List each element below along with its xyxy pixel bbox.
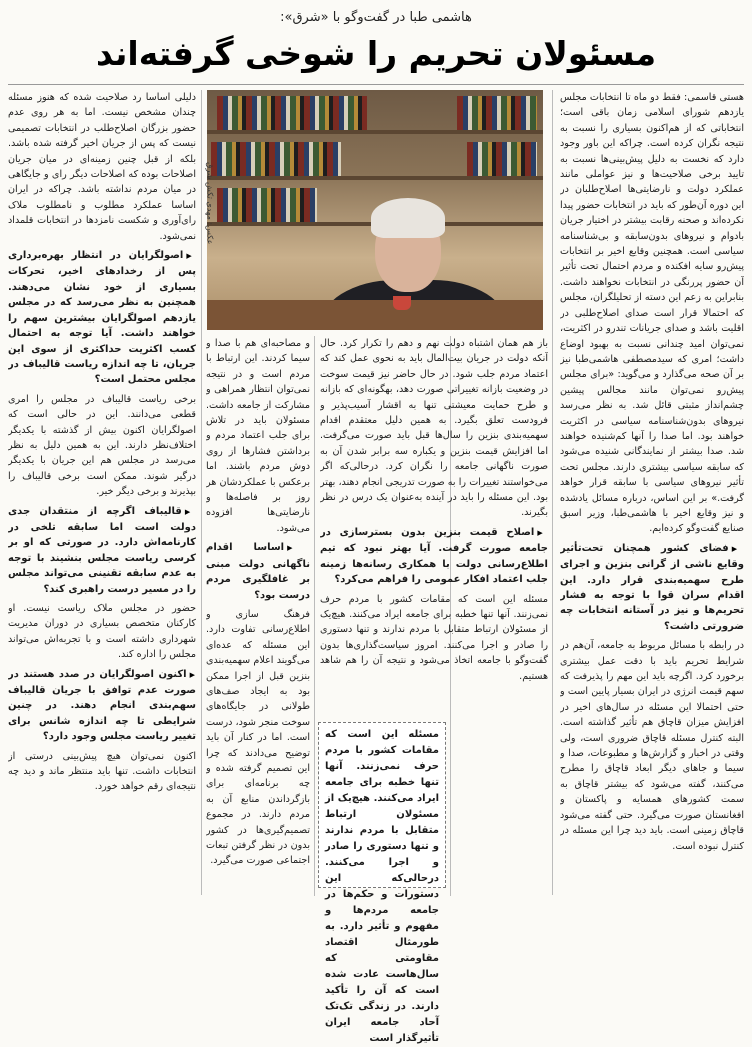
photo-credit: عکس: مهدی تکش شرق: [205, 162, 215, 245]
interview-question: ▶ اصولگرایان در انتظار بهره‌برداری پس از رخدادهای اخیر، تحرکات بسیاری از خود نشان می‌دهند. همچنین به نظر می‌رسد که در مجلس یازدهم اصولگرایان بیشترین سهم را خواهند داشت. آیا توجه به احتمال کسب اکثریت حداکثری از سوی این جریان، تا چه اندازه ریاست قالیباف در مجلس محتمل است؟: [8, 248, 196, 388]
interview-question: ▶ اکنون اصولگرایان در صدد هستند در صورت عدم توافق با جریان قالیباف سهم‌بندی انجام دهند. در چنین شرایطی تا چه اندازه شانس برای تغییر ریاست مجلس وجود دارد؟: [8, 667, 196, 745]
person-hair: [371, 198, 445, 238]
pull-quote-box: مسئله این است که مقامات کشور با مردم حرف نمی‌زنند. آنها تنها خطبه برای جامعه ایراد می‌کنند. هیچ‌یک از مسئولان ارتباط متقابل با مردم ندارند و تنها دستوری را صادر و اجرا می‌کنند. درحالی‌که این دستورات و حکم‌ها در جامعه مردم‌ها و مفهوم و تأثیر دارد. به طورمثال اقتصاد مقاومتی که سال‌هاست عادت شده است که آن را تأکید دارند. در زندگی تک‌تک آحاد جامعه ایران تأثیرگذار است: [318, 722, 446, 888]
article-paragraph: اکنون نمی‌توان هیچ پیش‌بینی درستی از انتخابات داشت. تنها باید منتظر ماند و دید چه نتیجه‌ای رقم خواهد خورد.: [8, 750, 196, 793]
article-paragraph: در رابطه با مسائل مربوط به جامعه، آن‌هم در شرایط تحریم باید با دقت عمل بیشتری برخورد کرد. اگرچه باید این مهم را پذیرفت که سهم قیمت انرژی در ایران بسیار پایین است و حتی احتمالا این مسئله در سال‌های اخیر در افزایش میزان قاچاق هم تأثیر گذاشته است. البته کنترل مسئله قاچاق ضروری است، ولی وقتی در اخبار و گزارش‌ها و مطبوعات، صدا و سیما و جاهای دیگر ابعاد قاچاق را مطرح می‌کنند، گفته می‌شود که بیشتر قاچاق به سمت کشورهای همسایه و پاکستان و افغانستان صورت می‌گیرد. حتی گفته می‌شود قاچاق زمینی است. باید دید چرا این مسئله در کنترل نبوده است.: [560, 640, 744, 852]
desk: [207, 300, 543, 330]
article-column-2: [320, 336, 548, 716]
article-paragraph: مسئله این است که مقامات کشور با مردم حرف نمی‌زنند. آنها تنها خطبه برای جامعه ایراد می‌کنند. هیچ‌یک از مسئولان ارتباط متقابل با مردم ندارند و تنها دستوری را صادر و اجرا می‌کنند. امروز سیاست‌گذاری‌ها بدون گفت‌وگو با جامعه اتخاذ می‌شود و نتیجه آن را هم شاهد هستیم.: [320, 593, 548, 682]
article-paragraph: باز هم همان اشتباه دولت نهم و دهم را تکرار کرد. حال آنکه دولت در جریان بیت‌المال باید به نحوی عمل کند که اعتماد مردم جلب شود. در حال حاضر نیز قیمت سوخت در وضعیت بازانه تغییراتی صورت دهد، بهگونه‌ای که بازانه و طرح حمایت معیشتی تنها به اقشار آسیب‌پذیر و فرودست تعلق بگیرد. به همین دلیل معتقدم اقدام سهمیه‌بندی بنزین را سال‌ها قبل باید صورت می‌گرفت. اما افزایش قیمت بنزین و یکباره سه برابر شدن آن به صورت ناگهانی جامعه را نگران کرد. درحالی‌که اگر می‌خواستند تغییرات را به صورت تدریجی انجام دهند، بهتر بود. این مسئله را باید در آینده به‌عنوان یک درس در نظر بگیرند.: [320, 338, 548, 519]
interview-photo: [207, 90, 543, 330]
column-divider: [201, 90, 202, 895]
article-column-4: [8, 90, 196, 895]
interview-question: ▶ اصلاح قیمت بنزین بدون بسترسازی در جامعه صورت گرفت. آیا بهتر نبود که تیم اطلاع‌رسانی دولت با همکاری رسانه‌ها زمینه جلب اعتماد افکار عمومی را فراهم می‌کرد؟: [320, 525, 548, 588]
books-row-1: [217, 96, 367, 130]
column-divider: [314, 336, 315, 896]
shelf-1: [207, 130, 543, 134]
article-paragraph: حضور در مجلس ملاک ریاست نیست. او کارکنان متخصص بسیاری در دوران مدیریت شهرداری داشته است و با تجربه‌اش می‌تواند مجلس را اداره کند.: [8, 603, 196, 661]
books-row-2: [457, 96, 537, 130]
article-headline: مسئولان تحریم را شوخی گرفته‌اند: [95, 34, 657, 73]
article-paragraph: برخی ریاست قالیباف در مجلس را امری قطعی می‌دانند. این در حالی است که اصولگرایان اکنون بیش از گذشته با یکدیگر اختلاف‌نظر دارند. این به همین دلیل به نظر می‌رسد در مجلس هم این جریان با یکدیگر درگیر شوند. ممکن است برخی قالیباف را بپذیرند و برخی دیگر خیر.: [8, 393, 196, 498]
article-paragraph: دلیلی اساسا رد صلاحیت شده که هنوز مسئله چندان مشخص نیست. اما به هر روی عدم حضور بزرگان اصلاح‌طلب در انتخابات تصمیمی نیست که پس از جریان اخیر گرفته شده باشد. بلکه از قبل چنین زمینه‌ای در میان جریان اصلاحات بوده که اصلاحات دیگر رای و جایگاهی در میان مردم نداشته باشد. چراکه در ایران اساسا عملکرد مطلوب و نامطلوب ملاک رای‌آوری و شکست نامزدها در انتخابات قلمداد نمی‌شود.: [8, 92, 196, 242]
books-row-4: [467, 142, 537, 176]
article-paragraph: و مصاحبه‌ای هم با صدا و سیما کردند. این ارتباط با مردم است و در نتیجه نمی‌توان انتظار همراهی و مشارکت از جامعه داشت. مسئولان باید در تلاش برای جلب اعتماد مردم و برداشتن فشارها از روی دوش مردم باشند. اما برعکس با عملکردشان هر روز بر فاصله‌ها و نارضایتی‌ها افزوده می‌شود.: [206, 338, 310, 534]
books-row-5: [217, 188, 317, 222]
interview-question: ▶ قالیباف اگرچه از منتقدان جدی دولت است اما سابقه تلخی در کارنامه‌اش دارد. در صورتی که او بر کرسی ریاست مجلس بنشیند با توجه به عدم سابقه تقنینی می‌تواند مجلس را در مسیر درست راهبری کند؟: [8, 504, 196, 597]
books-row-3: [211, 142, 341, 176]
interview-question: ▶ اساسا اقدام ناگهانی دولت مبنی بر غافلگیری مردم درست بود؟: [206, 540, 310, 603]
column-divider: [552, 90, 553, 895]
article-paragraph: هستی قاسمی: فقط دو ماه تا انتخابات مجلس یازدهم شورای اسلامی زمان باقی است؛ انتخاباتی که از هم‌اکنون بسیاری را نسبت به نتیجه نگران کرده است. چراکه این باور وجود دارد که نخست به دلیل پیش‌بینی‌ها نسبت به تایید برخی صلاحیت‌ها و نیز عواملی مانند عملکرد دولت و نارضایتی‌ها اصلاح‌طلبان در این دوره آن‌طور که باید در انتخابات حضور پیدا نکرده‌اند و صحنه رقابت بیشتر در اختیار جریان‌ بادوام و نیروهای بدون‌سابقه و بی‌شناسنامه سیاسی است. همچنین وقایع اخیر بر انتخابات پیش‌رو سایه افکنده و مردم احتمال تحت تأثیر آن حضور پررنگی در انتخابات نخواهند داشت. بنابراین به زعم این دسته از تحلیلگران، مجلس که احتمالا قرار است صدای اصلاح‌طلبی در اقلیت باشد و صدای جریانات تندرو در اکثریت، نمی‌توان امید چندانی نسبت به بهبود اوضاع داشت؛ امری که سیدمصطفی هاشمی‌طبا نیز بر آن صحه می‌گذارد و می‌گوید: «برای مجلس پیش‌رو نمی‌توان مانند مجالس پیشین چشم‌انداز مثبتی قائل شد. به نظر می‌رسد نیروهای بدون‌شناسنامه سیاسی در اکثریت خواهند بود. اما صدا را آنها کم‌شنیده خواهند شد. صدا بیشتر از نمایندگانی شنیده می‌شود که سابقه سیاسی بیشتری دارند. مجلس تحت تأثیر نیروهای سیاسی با سابقه قرار خواهد گرفت.» بر این اساس، درباره مسائل یادشده و نیز وقایع اخیر با هاشمی‌طبا، وزیر اسبق صنایع گفت‌وگو کرده‌ایم.: [560, 92, 744, 535]
article-column-1: [560, 90, 744, 895]
article-paragraph: فرهنگ سازی و اطلاع‌رسانی تفاوت دارد. این مسئله که عده‌ای می‌گویند اعلام سهمیه‌بندی بنزین قبل از اجرا ممکن بود به ایجاد صف‌های طولانی در جایگاه‌های سوخت منجر شود، درست است. اما در کنار آن باید توضیح می‌دادند که چرا این تصمیم گرفته شده و چه برنامه‌ای برای بازگرداندن منابع آن به مردم دارند. در مجموع تصمیم‌گیری‌ها در کشور بدون در نظر گرفتن تبعات اجتماعی صورت می‌گیرد.: [206, 608, 310, 867]
headline-divider: [8, 84, 744, 85]
interview-question: ▶ فضای کشور همچنان تحت‌تأثیر وقایع ناشی از گرانی بنزین و اجرای طرح سهمیه‌بندی قرار دارد. این اقدام سران قوا با توجه به فشار تحریم‌ها و نیز در آستانه انتخابات چه ضرورتی داشت؟: [560, 541, 744, 634]
shelf-2: [207, 176, 543, 180]
tea-cup: [393, 296, 411, 310]
article-column-3: [206, 336, 310, 894]
article-kicker: هاشمی طبا در گفت‌وگو با «شرق»:: [280, 10, 472, 25]
